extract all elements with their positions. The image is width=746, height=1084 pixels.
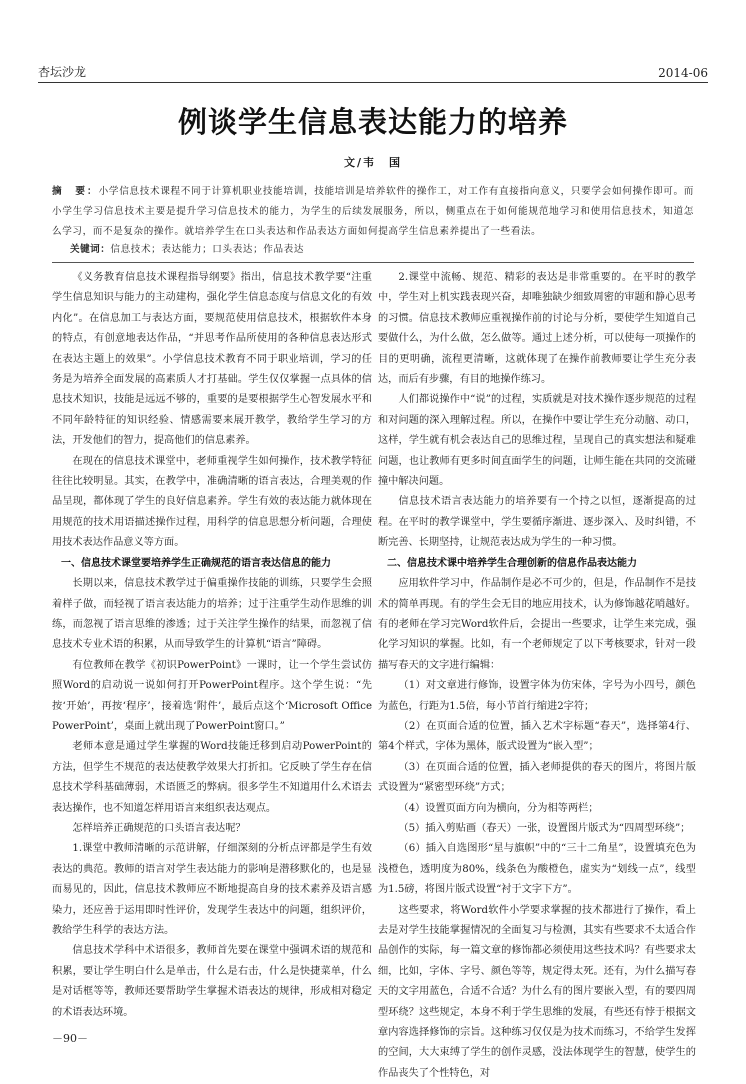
- body-column-left: [52, 268, 372, 1023]
- issue-date: 2014-06: [658, 66, 708, 80]
- body-paragraph: 有位教师在教学《初识PowerPoint》一课时，让一个学生尝试仿照Word的启动说一说如何打开PowerPoint程序。这个学生说：“先按‘开始’，再按‘程序’，接着选‘附件’，最后点这个‘Microsoft Office PowerPoint’，桌面上就出现了PowerPoint窗口。”: [52, 659, 372, 732]
- body-paragraph: 长期以来，信息技术教学过于偏重操作技能的训练，只要学生会照着样子做，而轻视了语言表达能力的培养；过于注重学生动作思维的训练，而忽视了语言思维的渗透；过于关注学生操作的结果，而忽视了信息技术专业术语的积累，从而导致学生的计算机“语言”障碍。: [52, 578, 372, 651]
- abstract-label: 摘 要：: [52, 186, 99, 197]
- body-paragraph: （3）在页面合适的位置，插入老师提供的春天的图片，将图片版式设置为“紧密型环绕”方式；: [378, 761, 696, 794]
- body-paragraph: 信息技术学科中术语很多，教师首先要在课堂中强调术语的规范和积累，要让学生明白什么是单击，什么是右击，什么是快捷菜单，什么是对话框等等，教师还要帮助学生掌握术语表达的规律，形成相对稳定的术语表达环境。: [52, 945, 372, 1018]
- abstract-separator: [52, 262, 694, 263]
- abstract: [52, 182, 694, 242]
- keywords-text: 信息技术；表达能力；口头表达；作品表达: [110, 244, 305, 255]
- body-paragraph: 2.课堂中流畅、规范、精彩的表达是非常重要的。在平时的教学中，学生对上机实践表现兴奋，却唯独缺少细致周密的审题和静心思考的习惯。信息技术教师应重视操作前的讨论与分析，要使学生知道自己要做什么，为什么做，怎么做等。通过上述分析，可以使每一项操作的目的更明确，流程更清晰，这就体现了在操作前教师要让学生充分表达，而后有步骤，有目的地操作练习。: [378, 272, 696, 386]
- body-paragraph: 人们都说操作中“说”的过程，实质就是对技术操作逐步规范的过程和对问题的深入理解过程。所以，在操作中要让学生充分动脑、动口，这样，学生就有机会表达自己的思维过程，呈现自己的真实想法和疑难问题，也让教师有更多时间直面学生的问题，让师生能在共同的交流碰撞中解决问题。: [378, 394, 696, 488]
- running-header: [38, 58, 708, 80]
- body-paragraph: （2）在页面合适的位置，插入艺术字标题“春天”，选择第4行、第4个样式，字体为黑体，版式设置为“嵌入型”；: [378, 720, 696, 753]
- author-line: 文/韦 国: [343, 156, 403, 169]
- body-column-right: [378, 268, 696, 1084]
- body-paragraph: （4）设置页面方向为横向，分为相等两栏；: [398, 802, 599, 814]
- body-paragraph: （6）插入自选图形“星与旗帜”中的“三十二角星”，设置填充色为浅橙色，透明度为80%，线条色为酸橙色，虚实为“划线一点”，线型为1.5磅，将图片版式设置“衬于文字下方”。: [378, 843, 696, 896]
- body-paragraph: 1.课堂中教师清晰的示范讲解，仔细深刻的分析点评都是学生有效表达的典范。教师的语言对学生表达能力的影响是潜移默化的，也是显而易见的，因此，信息技术教师应不断地提高自身的技术素养及语言感染力，还应善于运用即时性评价，发现学生表达中的问题，组织评价，教给学生科学的表达方法。: [52, 843, 372, 936]
- body-paragraph: 《义务教育信息技术课程指导纲要》指出，信息技术教学要“注重学生信息知识与能力的主动建构，强化学生信息态度与信息文化的有效内化”。在信息加工与表达方面，要规范使用信息技术，根据软件本身的特点，有创意地表达作品，“并思考作品所使用的各种信息表达形式在表达主题上的效果”。小学信息技术教育不同于职业培训，学习的任务是为培养全面发展的高素质人才打基础。学生仅仅掌握一点具体的信息技术知识，技能是远远不够的，重要的是要根据学生心智发展水平和不同年龄特征的知识经验、情感需要来展开教学，教给学生学习的方法，开发他们的智力，提高他们的信息素养。: [52, 272, 372, 447]
- article-title: 例谈学生信息表达能力的培养: [177, 105, 568, 139]
- header-rule: [38, 82, 708, 83]
- body-paragraph: （1）对文章进行修饰，设置字体为仿宋体，字号为小四号，颜色为蓝色，行距为1.5倍，每小节首行缩进2字符；: [378, 680, 696, 712]
- body-paragraph: 这些要求，将Word软件小学要求掌握的技术都进行了操作，看上去是对学生技能掌握情况的全面复习与检测，其实有些要求不太适合作品创作的实际，每一篇文章的修饰都必须使用这些技术吗？有些要求太细，比如，字体、字号、颜色等等，规定得太死。还有，为什么描写春天的文字用蓝色，合适不合适？为什么有的图片要嵌入型，有的要四周型环绕？这些规定，本身不利于学生思维的发展，有些还有悖于根据文章内容选择修饰的宗旨。这种练习仅仅是为技术而练习，不给学生发挥的空间，大大束缚了学生的创作灵感，没法体现学生的智慧，使学生的作品丧失了个性特色，对: [378, 904, 696, 1079]
- section-heading: 二、信息技术课中培养学生合理创新的信息作品表达能力: [387, 557, 637, 569]
- body-paragraph: 应用软件学习中，作品制作是必不可少的，但是，作品制作不是技术的简单再现。有的学生会无目的地应用技术，认为修饰越花哨越好。有的老师在学习完Word软件后，会提出一些要求，让学生来完成，强化学习知识的掌握。比如，有一个老师规定了以下考核要求，针对一段描写春天的文字进行编辑：: [378, 578, 696, 671]
- keywords-label: 关键词：: [70, 244, 111, 255]
- section-heading: 一、信息技术课堂要培养学生正确规范的语言表达信息的能力: [61, 557, 331, 569]
- body-paragraph: 信息技术语言表达能力的培养要有一个持之以恒，逐渐提高的过程。在平时的教学课堂中，学生要循序渐进、逐步深入、及时纠错，不断完善、长期坚持，让规范表达成为学生的一种习惯。: [378, 496, 696, 549]
- abstract-text: 小学信息技术课程不同于计算机职业技能培训，技能培训是培养软件的操作工，对工作有直接指向意义，只要学会如何操作即可。而小学生学习信息技术主要是提升学习信息技术的能力，为学生的后续发展服务，所以，侧重点在于如何能规范地学习和使用信息技术，知道怎么学习，而不是复杂的操作。就培养学生在口头表达和作品表达方面如何提高学生信息素养提出了一些看法。: [52, 186, 694, 237]
- keywords: [70, 241, 694, 259]
- body-paragraph: 老师本意是通过学生掌握的Word技能迁移到启动PowerPoint的方法，但学生不规范的表达使教学效果大打折扣。它反映了学生存在信息技术学科基础薄弱，术语匮乏的弊病。很多学生不知道用什么术语去表达操作，也不知道怎样用语言来组织表达观点。: [52, 741, 372, 814]
- column-name: 杏坛沙龙: [38, 65, 87, 79]
- body-paragraph: （5）插入剪贴画（春天）一张，设置图片版式为“四周型环绕”；: [398, 822, 691, 834]
- body-paragraph: 怎样培养正确规范的口头语言表达呢？: [72, 822, 246, 834]
- page-number: －90－: [52, 1032, 88, 1045]
- body-paragraph: 在现在的信息技术课堂中，老师重视学生如何操作，技术教学特征往往比较明显。其实，在教学中，准确清晰的语言表达，合理美观的作品呈现，都体现了学生的良好信息素养。学生有效的表达能力就体现在用规范的技术用语描述操作过程，用科学的信息思想分析问题，合理使用技术表达作品意义等方面。: [52, 455, 372, 549]
